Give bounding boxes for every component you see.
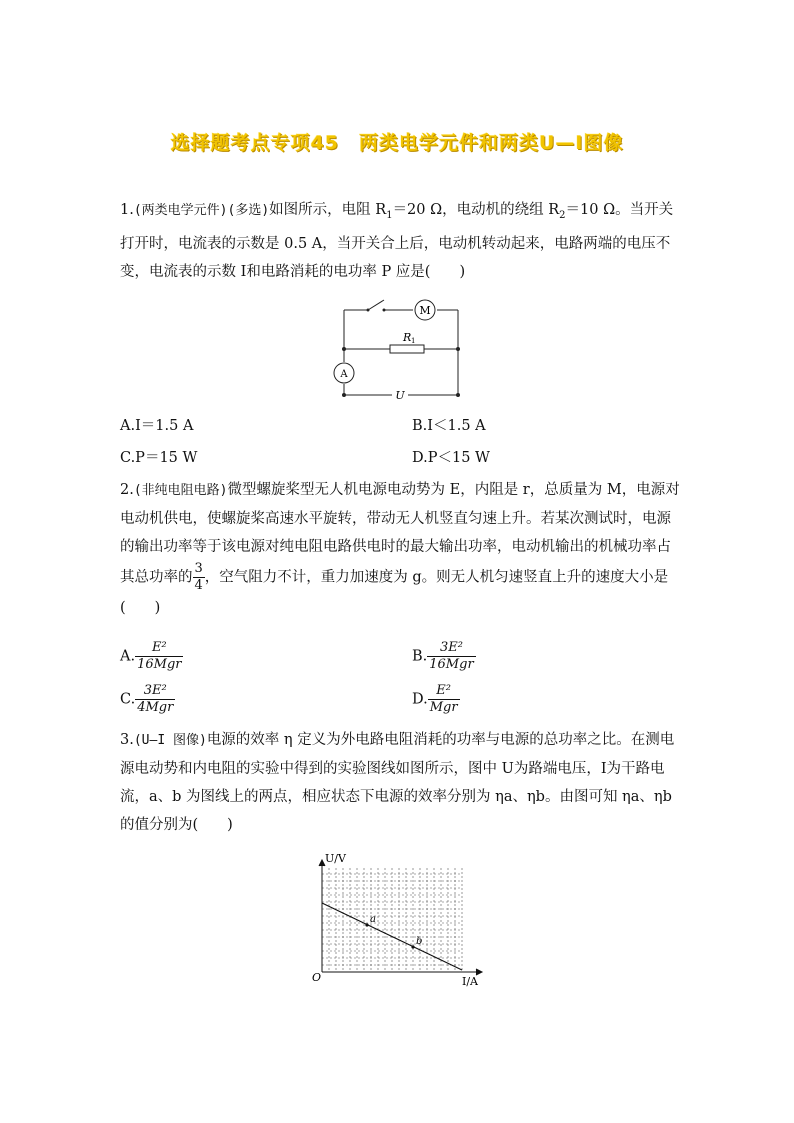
q1-option-a[interactable]: A.I＝1.5 A <box>120 418 194 434</box>
question-1-text: 1.(两类电学元件)(多选)如图所示，电阻 $R_1=20$ Ω，电动机的绕组 $R_2=10$ Ω。当开关打开时，电流表的示数是 0.5 A，当开关合上后，电动机转动起来，电路两端的电压不变，电流表的示数 I和电路消耗的电功率 P 应是( ) <box>120 202 674 280</box>
ammeter-symbol <box>334 363 354 383</box>
motor-symbol <box>415 300 435 320</box>
q1-option-b[interactable]: B.I＜1.5 A <box>412 418 486 434</box>
x-axis-label: I/A <box>462 975 478 988</box>
q2-option-d[interactable]: D. $\frac{\text{E²}}{\text{Mgr}}$ <box>412 683 458 715</box>
point-a <box>365 923 368 926</box>
ui-line <box>322 903 462 970</box>
point-b <box>411 945 414 948</box>
q2-option-a[interactable]: A. $\frac{\text{E²}}{\text{16Mgr}}$ <box>120 640 182 672</box>
svg-text:1: 1 <box>411 337 416 345</box>
motor-label: M <box>419 304 431 317</box>
question-2-text: 2.(非纯电阻电路)微型螺旋桨型无人机电源电动势为 E，内阻是 r，总质量为 M，电源对电动机供电，使螺旋桨高速水平旋转，带动无人机竖直匀速上升。若某次测试时，电源的输出功率等于该电源对纯电阻电路供电时的最大输出功率，电动机输出的机械功率占其总功率的 $\frac{3}{4}$ ，空气阻力不计，重力加速度为 g。则无人机匀速竖直上升的速度大小是( ) <box>120 482 680 616</box>
q1-option-c[interactable]: C.P＝15 W <box>120 450 198 466</box>
question-2-tag: (非纯电阻电路) <box>133 483 228 498</box>
q1-option-d[interactable]: D.P＜15 W <box>412 450 490 466</box>
y-axis-label: U/V <box>325 852 346 865</box>
origin-label: O <box>312 971 322 984</box>
point-b-label: b <box>416 936 423 947</box>
question-3-text: 3.(U—I 图像)电源的效率 η 定义为外电路电阻消耗的功率与电源的总功率之比。在测电源电动势和内电阻的实验中得到的实验图线如图所示，图中 U为路端电压，I为干路电流，a、b 为图线上的两点，相应状态下电源的效率分别为 ηa、ηb。由图可知 ηa、ηb的值分别为( ) <box>120 732 675 833</box>
point-a-label: a <box>370 914 376 925</box>
fraction-three-quarters: $\frac{3}{4}$ <box>194 561 203 593</box>
q2-option-c[interactable]: C. $\frac{\text{3E²}}{\text{4Mgr}}$ <box>120 683 174 715</box>
question-3-tag: (U—I 图像) <box>133 733 207 748</box>
resistor-label: R <box>403 331 412 344</box>
question-1-tag: (两类电学元件)(多选) <box>133 203 270 218</box>
ammeter-label: A <box>340 369 348 380</box>
voltage-label: U <box>395 389 405 402</box>
page-title: 选择题考点专项45 两类电学元件和两类U—I图像 <box>170 132 624 154</box>
switch <box>368 300 384 310</box>
q2-option-b[interactable]: B. $\frac{\text{3E²}}{\text{16Mgr}}$ <box>412 640 474 672</box>
resistor-r1 <box>390 345 424 353</box>
